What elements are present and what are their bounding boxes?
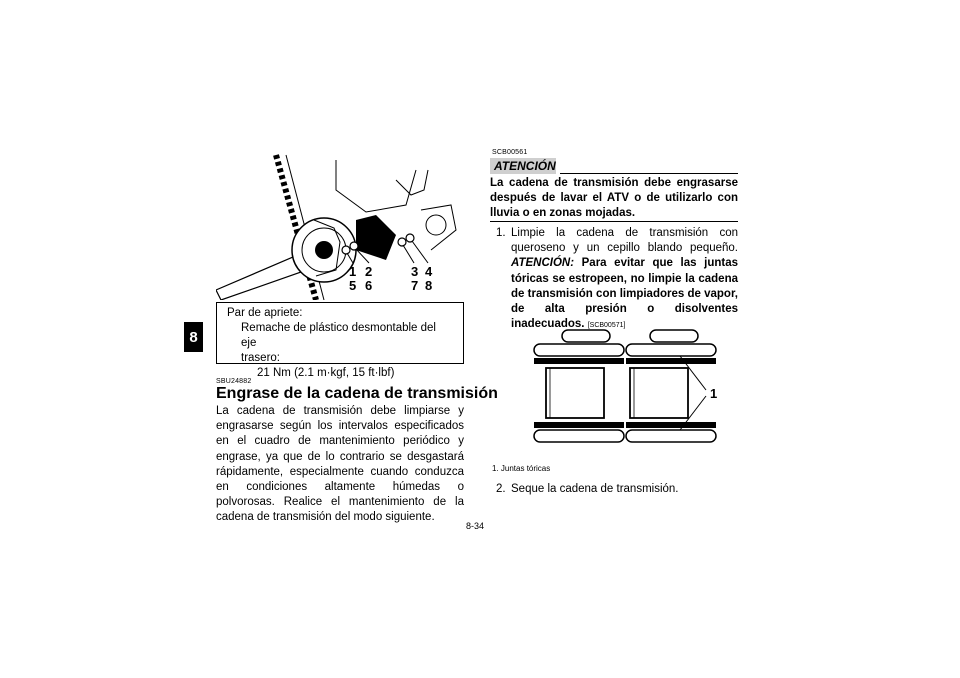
step-2-number: 2. — [496, 483, 506, 495]
step-1 — [492, 226, 738, 333]
drive-chain-photo — [216, 150, 466, 300]
torque-part-name: Remache de plástico desmontable del eje — [241, 322, 436, 349]
torque-part-name-cont: trasero: — [241, 352, 280, 364]
step-1-text: Limpie la cadena de transmisión con queroseno y un cepillo blando pequeño. — [511, 227, 738, 255]
caution-badge: ATENCIÓN — [490, 158, 556, 174]
callout-5: 5 — [349, 278, 357, 293]
callout-8: 8 — [425, 278, 433, 293]
torque-spec-box — [216, 302, 464, 379]
section-title: Engrase de la cadena de transmisión — [216, 385, 498, 402]
caution-header-rule — [560, 173, 738, 174]
torque-value: 21 Nm (2.1 m·kgf, 15 ft·lbf) — [257, 367, 395, 379]
callout-4: 4 — [425, 264, 433, 279]
torque-label: Par de apriete: — [227, 307, 303, 319]
caution-code: SCB00561 — [492, 149, 528, 156]
callout-2: 2 — [365, 264, 373, 279]
caution-header — [490, 158, 738, 174]
step-1-warning-code: [SCB00571] — [587, 322, 626, 330]
page-number: 8-34 — [466, 521, 485, 531]
step-1-warning-label: ATENCIÓN: — [511, 257, 575, 270]
callout-1: 1 — [349, 264, 357, 279]
step-2-text: Seque la cadena de transmisión. — [511, 483, 679, 495]
chain-oring-diagram — [530, 326, 730, 446]
step-1-content — [511, 226, 738, 333]
section-code: SBU24882 — [216, 378, 252, 385]
step-1-number: 1. — [496, 227, 506, 239]
caution-bottom-rule — [490, 221, 738, 222]
figure-caption: 1. Juntas tóricas — [492, 464, 551, 473]
step-2 — [496, 482, 736, 497]
drive-chain-illustration — [216, 150, 466, 300]
chapter-tab: 8 — [184, 322, 203, 352]
diagram-callout-1: 1 — [710, 386, 718, 401]
callout-7: 7 — [411, 278, 419, 293]
section-body: La cadena de transmisión debe limpiarse y engrasarse según los intervalos especificados en el cuadro de mantenimiento periódico y engrase, ya que de lo contrario se desgastará rápidamente, especialmente cuando conduzca en condiciones altamente húmedas o polvorosas. Realice el mantenimiento de la cadena de transmisión del modo siguiente. — [216, 405, 464, 524]
step-1-warning-text: Para evitar que las juntas tóricas se estropeen, no limpie la cadena de transmisión con limpiadores de vapor, de alta presión o disolventes inadecuados. — [511, 257, 738, 331]
chain-link-illustration — [530, 326, 730, 446]
caution-text: La cadena de transmisión debe engrasarse después de lavar el ATV o de utilizarlo con lluvia o en zonas mojadas. — [490, 177, 738, 220]
callout-6: 6 — [365, 278, 373, 293]
callout-3: 3 — [411, 264, 419, 279]
